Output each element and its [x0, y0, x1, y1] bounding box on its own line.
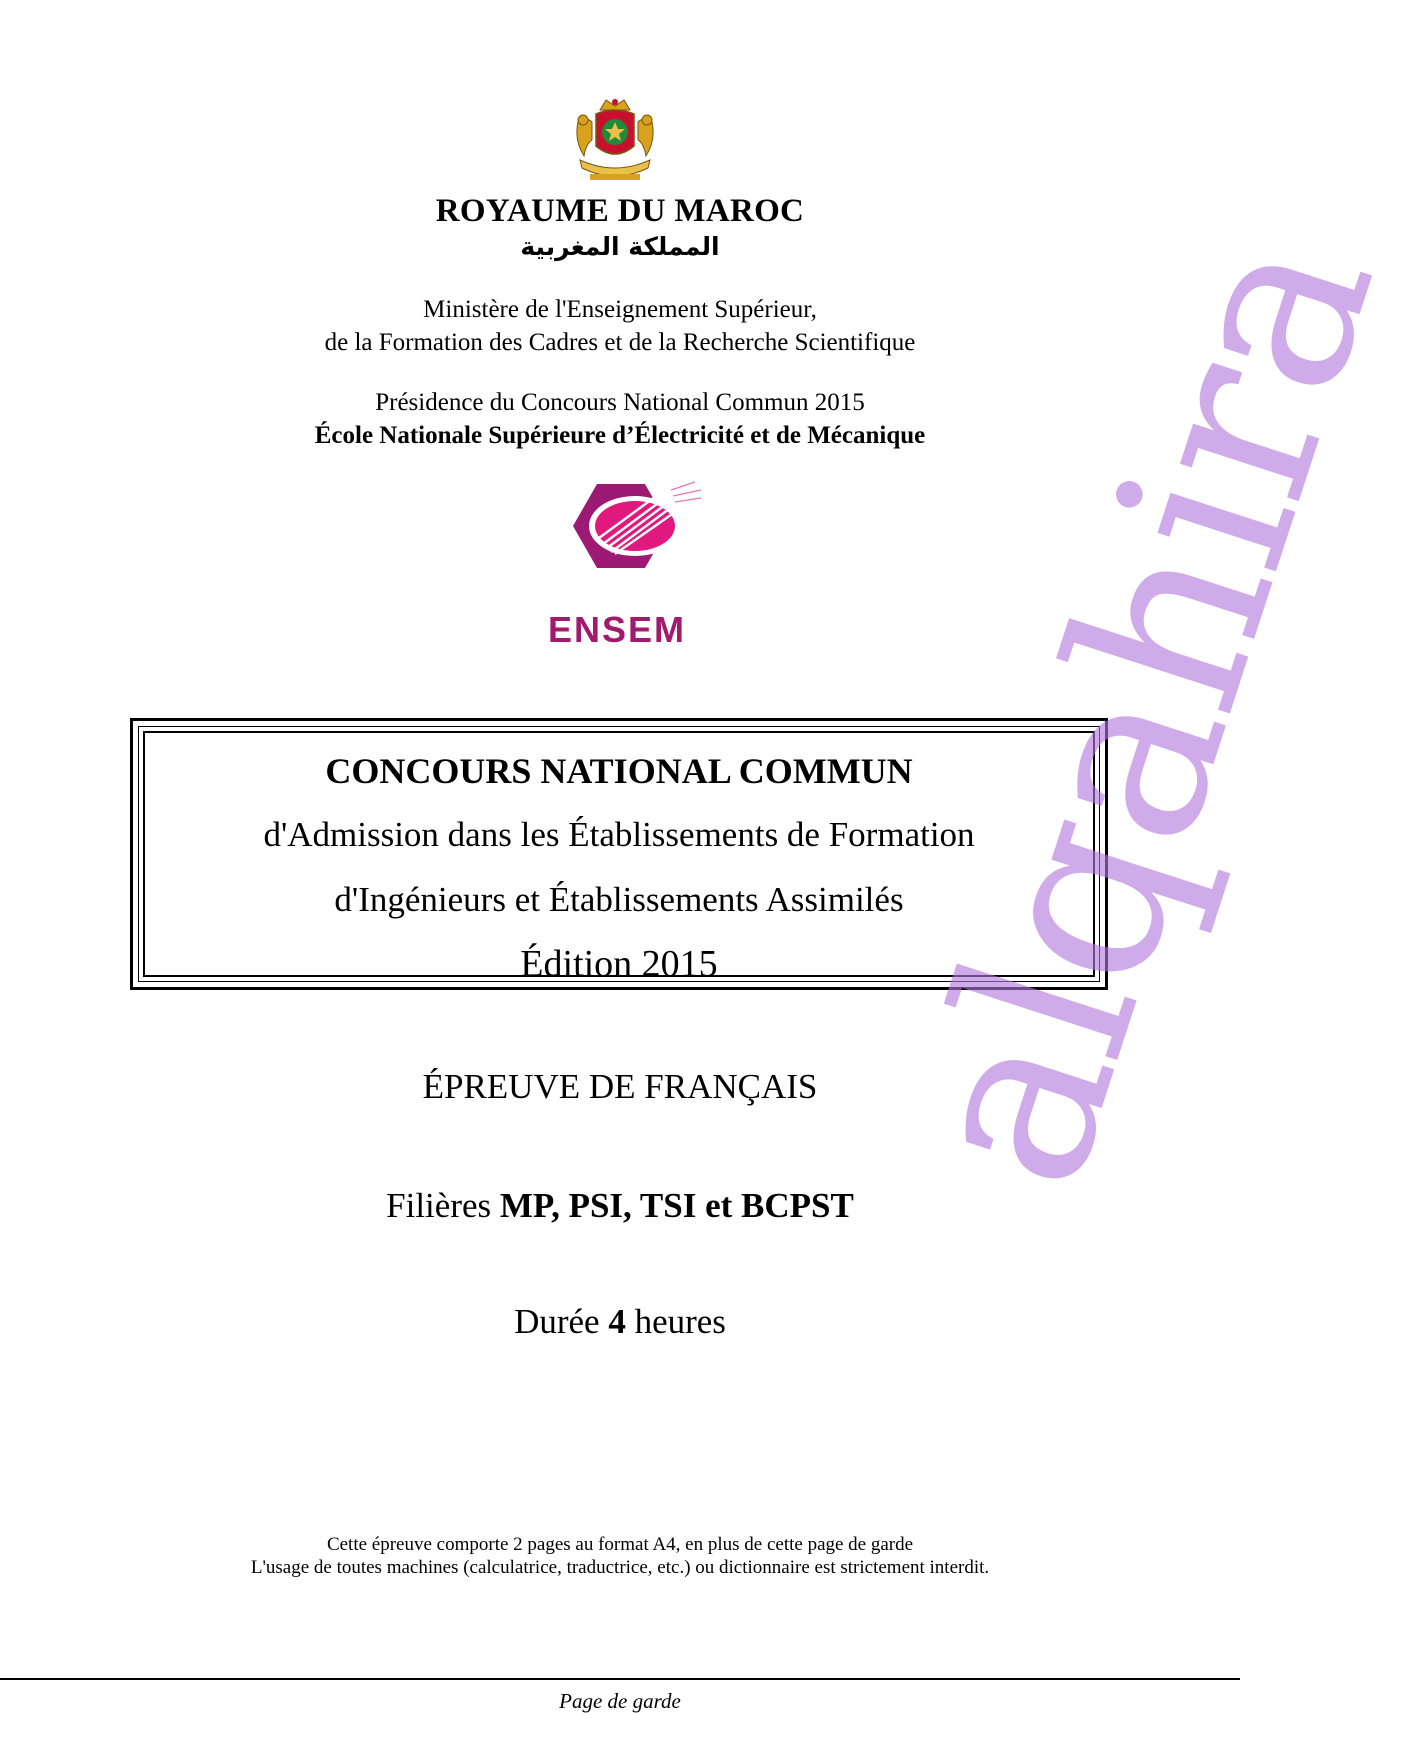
concours-title: CONCOURS NATIONAL COMMUN: [325, 751, 913, 791]
ecole-name: École Nationale Supérieure d’Électricité et de Mécanique: [314, 422, 926, 449]
presidence-line: Présidence du Concours National Commun 2015: [375, 389, 865, 416]
concours-subtitle-1: d'Admission dans les Établissements de Formation: [263, 815, 975, 854]
ensem-logo-text: ENSEM: [547, 609, 687, 650]
duree-line: [0, 1302, 1240, 1342]
epreuve-title: ÉPREUVE DE FRANÇAIS: [422, 1067, 818, 1106]
ensem-logo: [545, 480, 705, 660]
footer-divider: [0, 1678, 1240, 1680]
kingdom-title: ROYAUME DU MAROC: [435, 193, 805, 229]
kingdom-title-arabic: المملكة المغربية: [520, 232, 720, 261]
ministry-line-2: de la Formation des Cadres et de la Recherche Scientifique: [324, 329, 916, 356]
edition-label: Édition 2015: [520, 943, 718, 985]
filieres-line: [0, 1186, 1240, 1226]
royal-emblem-icon: [570, 96, 660, 188]
duree-value: 4: [608, 1302, 626, 1341]
watermark: alqahira: [860, 203, 1427, 1217]
note-pages: Cette épreuve comporte 2 pages au format A4, en plus de cette page de garde: [326, 1534, 914, 1555]
concours-subtitle-2: d'Ingénieurs et Établissements Assimilés: [334, 880, 904, 919]
note-usage: L'usage de toutes machines (calculatrice, traductrice, etc.) ou dictionnaire est strictement interdit.: [250, 1557, 990, 1578]
filieres-prefix: Filières: [386, 1186, 500, 1225]
ministry-line-1: Ministère de l'Enseignement Supérieur,: [423, 296, 817, 323]
duree-prefix: Durée: [514, 1302, 609, 1341]
title-frame: [130, 718, 1108, 990]
duree-suffix: heures: [625, 1302, 726, 1341]
filieres-list: MP, PSI, TSI et BCPST: [499, 1186, 854, 1225]
page-footer: Page de garde: [559, 1689, 681, 1713]
